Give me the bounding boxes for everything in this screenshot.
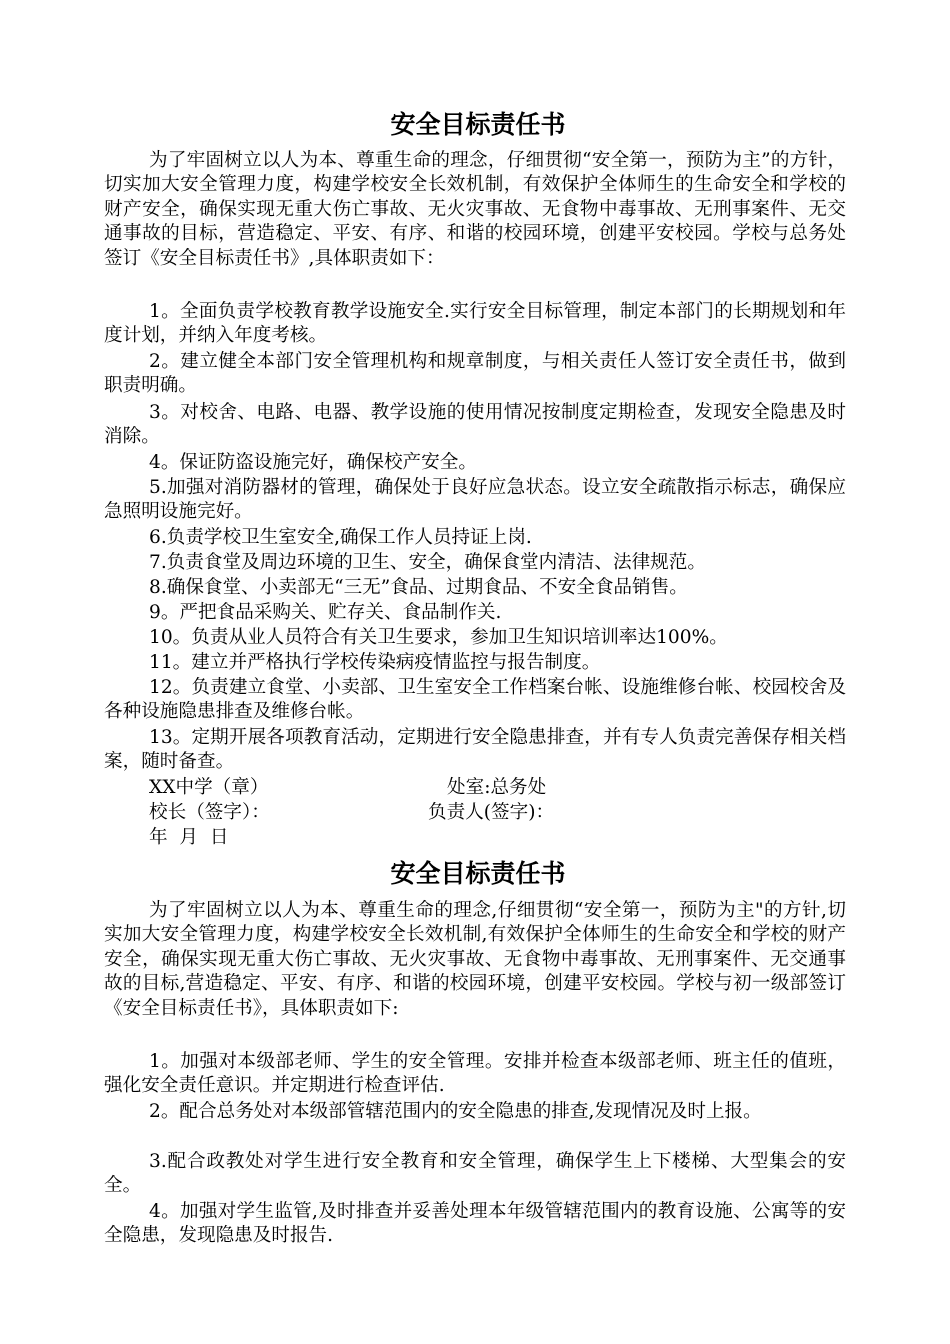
doc1-school-seal: XX中学（章） bbox=[149, 777, 269, 798]
doc2-item-3: 3.配合政教处对学生进行安全教育和安全管理，确保学生上下楼梯、大型集会的安全。 bbox=[104, 1151, 846, 1197]
doc1-item-7: 7.负责食堂及周边环境的卫生、安全，确保食堂内清洁、法律规范。 bbox=[149, 552, 706, 573]
doc1-item-12: 12。负责建立食堂、小卖部、卫生室安全工作档案台帐、设施维修台帐、校园校舍及各种设施隐患排查及维修台帐。 bbox=[104, 677, 846, 723]
doc1-office: 处室:总务处 bbox=[447, 777, 547, 798]
doc2-item-4: 4。加强对学生监管,及时排查并妥善处理本年级管辖范围内的教育设施、公寓等的安全隐患，发现隐患及时报告. bbox=[104, 1201, 846, 1247]
doc1-item-5: 5.加强对消防器材的管理，确保处于良好应急状态。设立安全疏散指示标志，确保应急照明设施完好。 bbox=[104, 477, 846, 523]
doc1-principal-signature: 校长（签字）： bbox=[149, 802, 270, 823]
doc2-item-1: 1。加强对本级部老师、学生的安全管理。安排并检查本级部老师、班主任的值班，强化安全责任意识。并定期进行检查评估. bbox=[104, 1051, 846, 1097]
doc1-item-4: 4。保证防盗设施完好，确保校产安全。 bbox=[149, 452, 477, 473]
doc1-item-2: 2。建立健全本部门安全管理机构和规章制度，与相关责任人签订安全责任书，做到职责明确。 bbox=[104, 351, 846, 397]
doc1-responsible-signature: 负责人(签字)： bbox=[428, 802, 555, 823]
doc1-item-6: 6.负责学校卫生室安全,确保工作人员持证上岗. bbox=[149, 527, 532, 548]
doc1-item-3: 3。对校舍、电路、电器、教学设施的使用情况按制度定期检查，发现安全隐患及时消除。 bbox=[104, 402, 846, 448]
doc1-item-10: 10。负责从业人员符合有关卫生要求，参加卫生知识培训率达100%。 bbox=[149, 627, 728, 648]
doc2-item-2: 2。配合总务处对本级部管辖范围内的安全隐患的排查,发现情况及时上报。 bbox=[149, 1101, 762, 1122]
doc1-item-11: 11。建立并严格执行学校传染病疫情监控与报告制度。 bbox=[149, 652, 601, 673]
doc2-title: 安全目标责任书 bbox=[390, 859, 566, 888]
doc1-item-1: 1。全面负责学校教育教学设施安全.实行安全目标管理，制定本部门的长期规划和年度计划，并纳入年度考核。 bbox=[104, 301, 846, 347]
doc1-item-8: 8.确保食堂、小卖部无“三无”食品、过期食品、不安全食品销售。 bbox=[149, 577, 688, 598]
doc1-item-13: 13。定期开展各项教育活动，定期进行安全隐患排查，并有专人负责完善保存相关档案，随时备查。 bbox=[104, 727, 846, 773]
doc1-title: 安全目标责任书 bbox=[390, 110, 566, 139]
doc1-intro: 为了牢固树立以人为本、尊重生命的理念，仔细贯彻“安全第一，预防为主”的方针，切实加大安全管理力度，构建学校安全长效机制，有效保护全体师生的生命安全和学校的财产安全，确保实现无重大伤亡事故、无火灾事故、无食物中毒事故、无刑事案件、无交通事故的目标，营造稳定、平安、有序、和谐的校园环境，创建平安校园。学校与总务处签订《安全目标责任书》,具体职责如下： bbox=[104, 150, 846, 269]
doc1-date: 年 月 日 bbox=[149, 827, 229, 848]
doc1-item-9: 9。严把食品采购关、贮存关、食品制作关. bbox=[149, 602, 502, 623]
doc2-intro: 为了牢固树立以人为本、尊重生命的理念,仔细贯彻“安全第一，预防为主"的方针,切实加大安全管理力度，构建学校安全长效机制,有效保护全体师生的生命安全和学校的财产安全，确保实现无重大伤亡事故、无火灾事故、无食物中毒事故、无刑事案件、无交通事故的目标,营造稳定、平安、有序、和谐的校园环境，创建平安校园。学校与初一级部签订《安全目标责任书》，具体职责如下: bbox=[104, 900, 846, 1019]
